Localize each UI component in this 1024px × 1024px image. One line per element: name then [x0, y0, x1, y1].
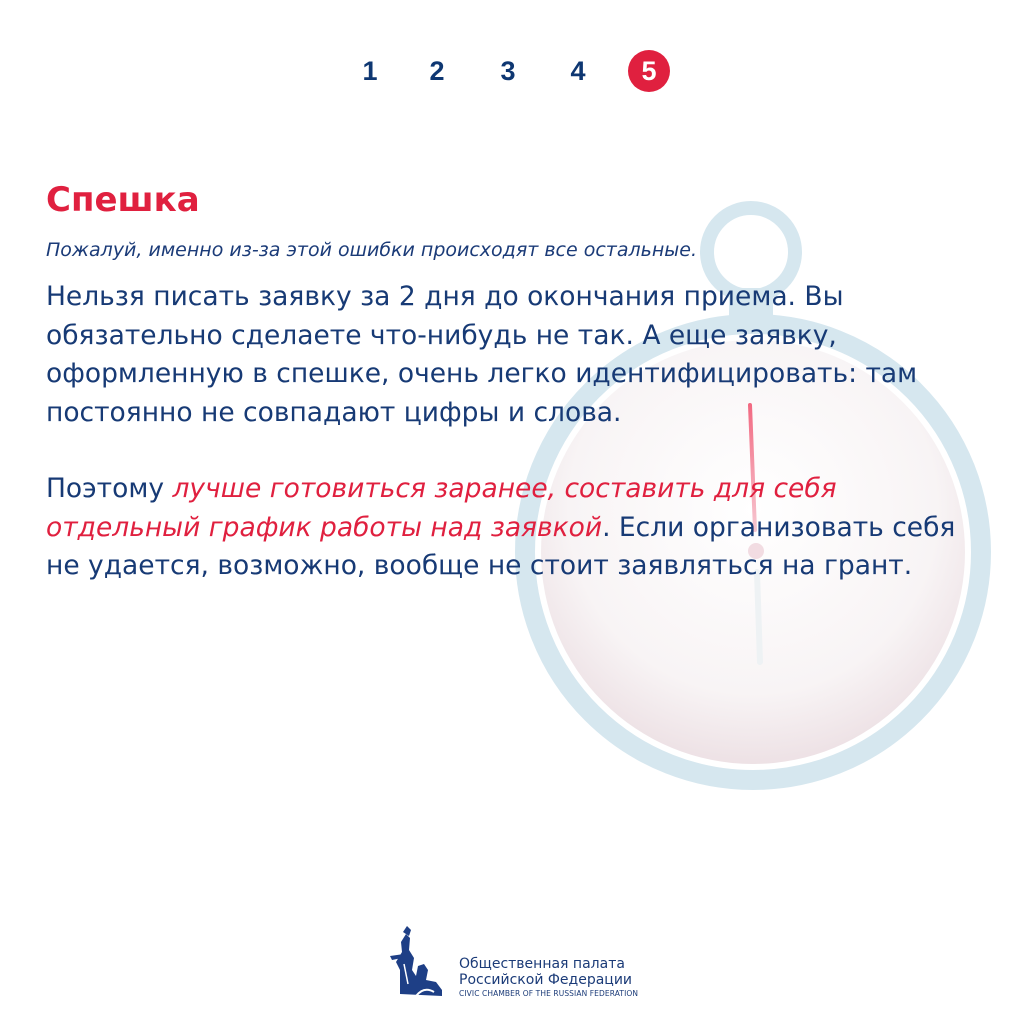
body-paragraph-1: Нельзя писать заявку за 2 дня до окончания приема. Вы обязательно сделаете что-нибудь не так. А еще заявку, оформленную в спешке, очень легко идентифицировать: там постоянно не совпадают цифры и слова. — [46, 281, 918, 428]
page-5-current[interactable]: 5 — [628, 50, 670, 92]
org-name-line-2: Российской Федерации — [459, 972, 633, 988]
page-1[interactable]: 1 — [362, 56, 378, 86]
page-4[interactable]: 4 — [570, 56, 586, 86]
highlighted-advice: лучше готовиться заранее, составить для себя отдельный график работы над заявкой — [46, 473, 837, 543]
subtitle: Пожалуй, именно из-за этой ошибки происходят все остальные. — [46, 239, 698, 261]
page-2[interactable]: 2 — [429, 56, 445, 86]
paragraph-tail: . Если организовать себя не удается, возможно, вообще не стоит заявляться на грант. — [46, 511, 956, 581]
main-content — [46, 178, 996, 586]
page-title: Спешка — [46, 180, 200, 220]
page-3[interactable]: 3 — [500, 56, 516, 86]
footer-logo — [386, 922, 646, 1002]
paragraph-lead: Поэтому — [46, 473, 173, 504]
org-name-english: CIVIC CHAMBER OF THE RUSSIAN FEDERATION — [459, 989, 639, 998]
org-name — [459, 956, 638, 1000]
pagination — [0, 50, 1024, 92]
org-name-line-1: Общественная палата — [459, 956, 625, 972]
monument-logo-icon — [386, 924, 446, 998]
body-paragraph-2 — [46, 470, 986, 586]
